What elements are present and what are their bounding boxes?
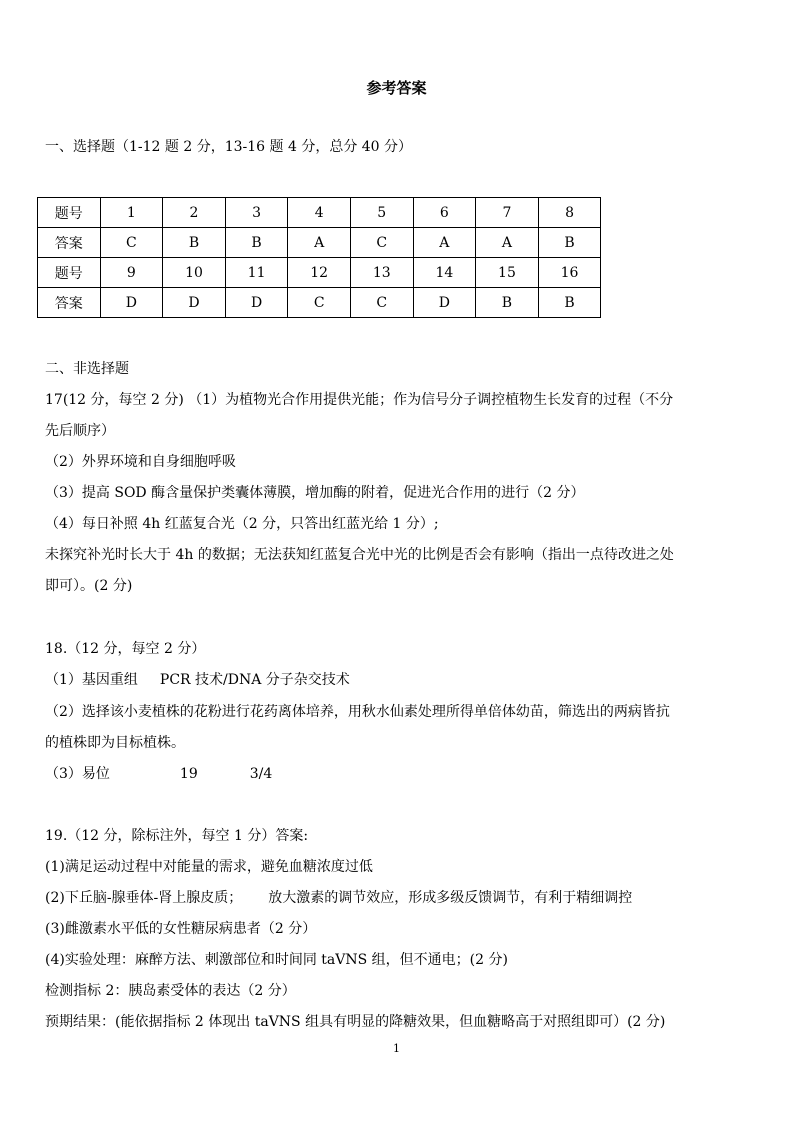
q17-answer-3: （3）提高 SOD 酶含量保护类囊体薄膜，增加酶的附着，促进光合作用的进行（2 分）	[45, 485, 585, 501]
q19-answer-2	[45, 888, 753, 908]
q18-answer-3-label: （3）易位	[45, 766, 110, 782]
table-cell: 6	[413, 198, 476, 228]
q18-answer-1-value: PCR 技术/DNA 分子杂交技术	[159, 672, 350, 688]
table-cell: B	[538, 288, 601, 318]
table-row	[38, 258, 601, 288]
table-cell: C	[350, 228, 413, 258]
section1-heading: 一、选择题（1-12 题 2 分，13-16 题 4 分，总分 40 分）	[45, 139, 413, 155]
page-title: 参考答案	[366, 79, 427, 97]
table-row	[38, 288, 601, 318]
q18-answer-1-label: （1）基因重组	[45, 672, 138, 688]
table-cell: 14	[413, 258, 476, 288]
q17-answer-2: （2）外界环境和自身细胞呼吸	[45, 454, 236, 470]
answer-table	[37, 197, 601, 318]
table-cell: B	[225, 228, 288, 258]
table-cell: 4	[288, 198, 351, 228]
table-cell: 7	[476, 198, 539, 228]
table-row	[38, 198, 601, 228]
q17-answer-4: （4）每日补照 4h 红蓝复合光（2 分，只答出红蓝光给 1 分）;	[45, 516, 439, 532]
table-row-header: 答案	[38, 288, 101, 318]
table-cell: 10	[163, 258, 226, 288]
q17-answer-4b: 未探究补光时长大于 4h 的数据；无法获知红蓝复合光中光的比例是否会有影响（指出一点待改进之处	[45, 547, 674, 563]
q19-answer-4c: 预期结果：(能依据指标 2 体现出 taVNS 组具有明显的降糖效果，但血糖略高于对照组即可）(2 分)	[45, 1014, 666, 1030]
table-cell: 8	[538, 198, 601, 228]
table-cell: 2	[163, 198, 226, 228]
table-cell: 5	[350, 198, 413, 228]
q18-answer-3-value2: 3/4	[249, 766, 273, 782]
table-cell: 9	[100, 258, 163, 288]
table-cell: A	[476, 228, 539, 258]
q19-answer-4: (4)实验处理：麻醉方法、刺激部位和时间同 taVNS 组，但不通电；(2 分)	[45, 952, 508, 968]
table-cell: 15	[476, 258, 539, 288]
table-cell: C	[288, 288, 351, 318]
q18-heading: 18.（12 分，每空 2 分）	[45, 641, 206, 657]
table-row-header: 题号	[38, 258, 101, 288]
q19-answer-2-value: 放大激素的调节效应，形成多级反馈调节，有利于精细调控	[268, 890, 633, 906]
table-cell: D	[163, 288, 226, 318]
table-row-header: 题号	[38, 198, 101, 228]
table-cell: 12	[288, 258, 351, 288]
table-cell: C	[100, 228, 163, 258]
q18-answer-3	[45, 764, 753, 784]
table-cell: B	[476, 288, 539, 318]
q18-answer-2b: 的植株即为目标植株。	[45, 735, 185, 751]
q19-heading: 19.（12 分，除标注外，每空 1 分）答案:	[45, 828, 309, 844]
q18-answer-3-value1: 19	[179, 766, 198, 782]
table-row	[38, 228, 601, 258]
q17-line2: 先后顺序）	[45, 423, 115, 439]
page-number: 1	[393, 1042, 400, 1055]
table-cell: 1	[100, 198, 163, 228]
table-cell: C	[350, 288, 413, 318]
table-cell: B	[163, 228, 226, 258]
table-cell: D	[413, 288, 476, 318]
q18-answer-1	[45, 670, 753, 690]
q17-line1: 17(12 分，每空 2 分) （1）为植物光合作用提供光能；作为信号分子调控植物生长发育的过程（不分	[45, 392, 674, 408]
q18-answer-2: （2）选择该小麦植株的花粉进行花药离体培养，用秋水仙素处理所得单倍体幼苗，筛选出的两病皆抗	[45, 704, 670, 720]
q19-answer-3: (3)雌激素水平低的女性糖尿病患者（2 分）	[45, 921, 317, 937]
table-cell: B	[538, 228, 601, 258]
table-cell: 16	[538, 258, 601, 288]
table-cell: D	[100, 288, 163, 318]
table-cell: D	[225, 288, 288, 318]
table-row-header: 答案	[38, 228, 101, 258]
q19-answer-2-label: (2)下丘脑-腺垂体-肾上腺皮质；	[45, 890, 243, 906]
q17-answer-4c: 即可）。(2 分)	[45, 578, 133, 594]
section2-heading: 二、非选择题	[45, 361, 129, 377]
table-cell: A	[413, 228, 476, 258]
q19-answer-1: (1)满足运动过程中对能量的需求，避免血糖浓度过低	[45, 859, 373, 875]
table-cell: 11	[225, 258, 288, 288]
q19-answer-4b: 检测指标 2：胰岛素受体的表达（2 分）	[45, 983, 296, 999]
table-cell: 13	[350, 258, 413, 288]
table-cell: A	[288, 228, 351, 258]
table-cell: 3	[225, 198, 288, 228]
